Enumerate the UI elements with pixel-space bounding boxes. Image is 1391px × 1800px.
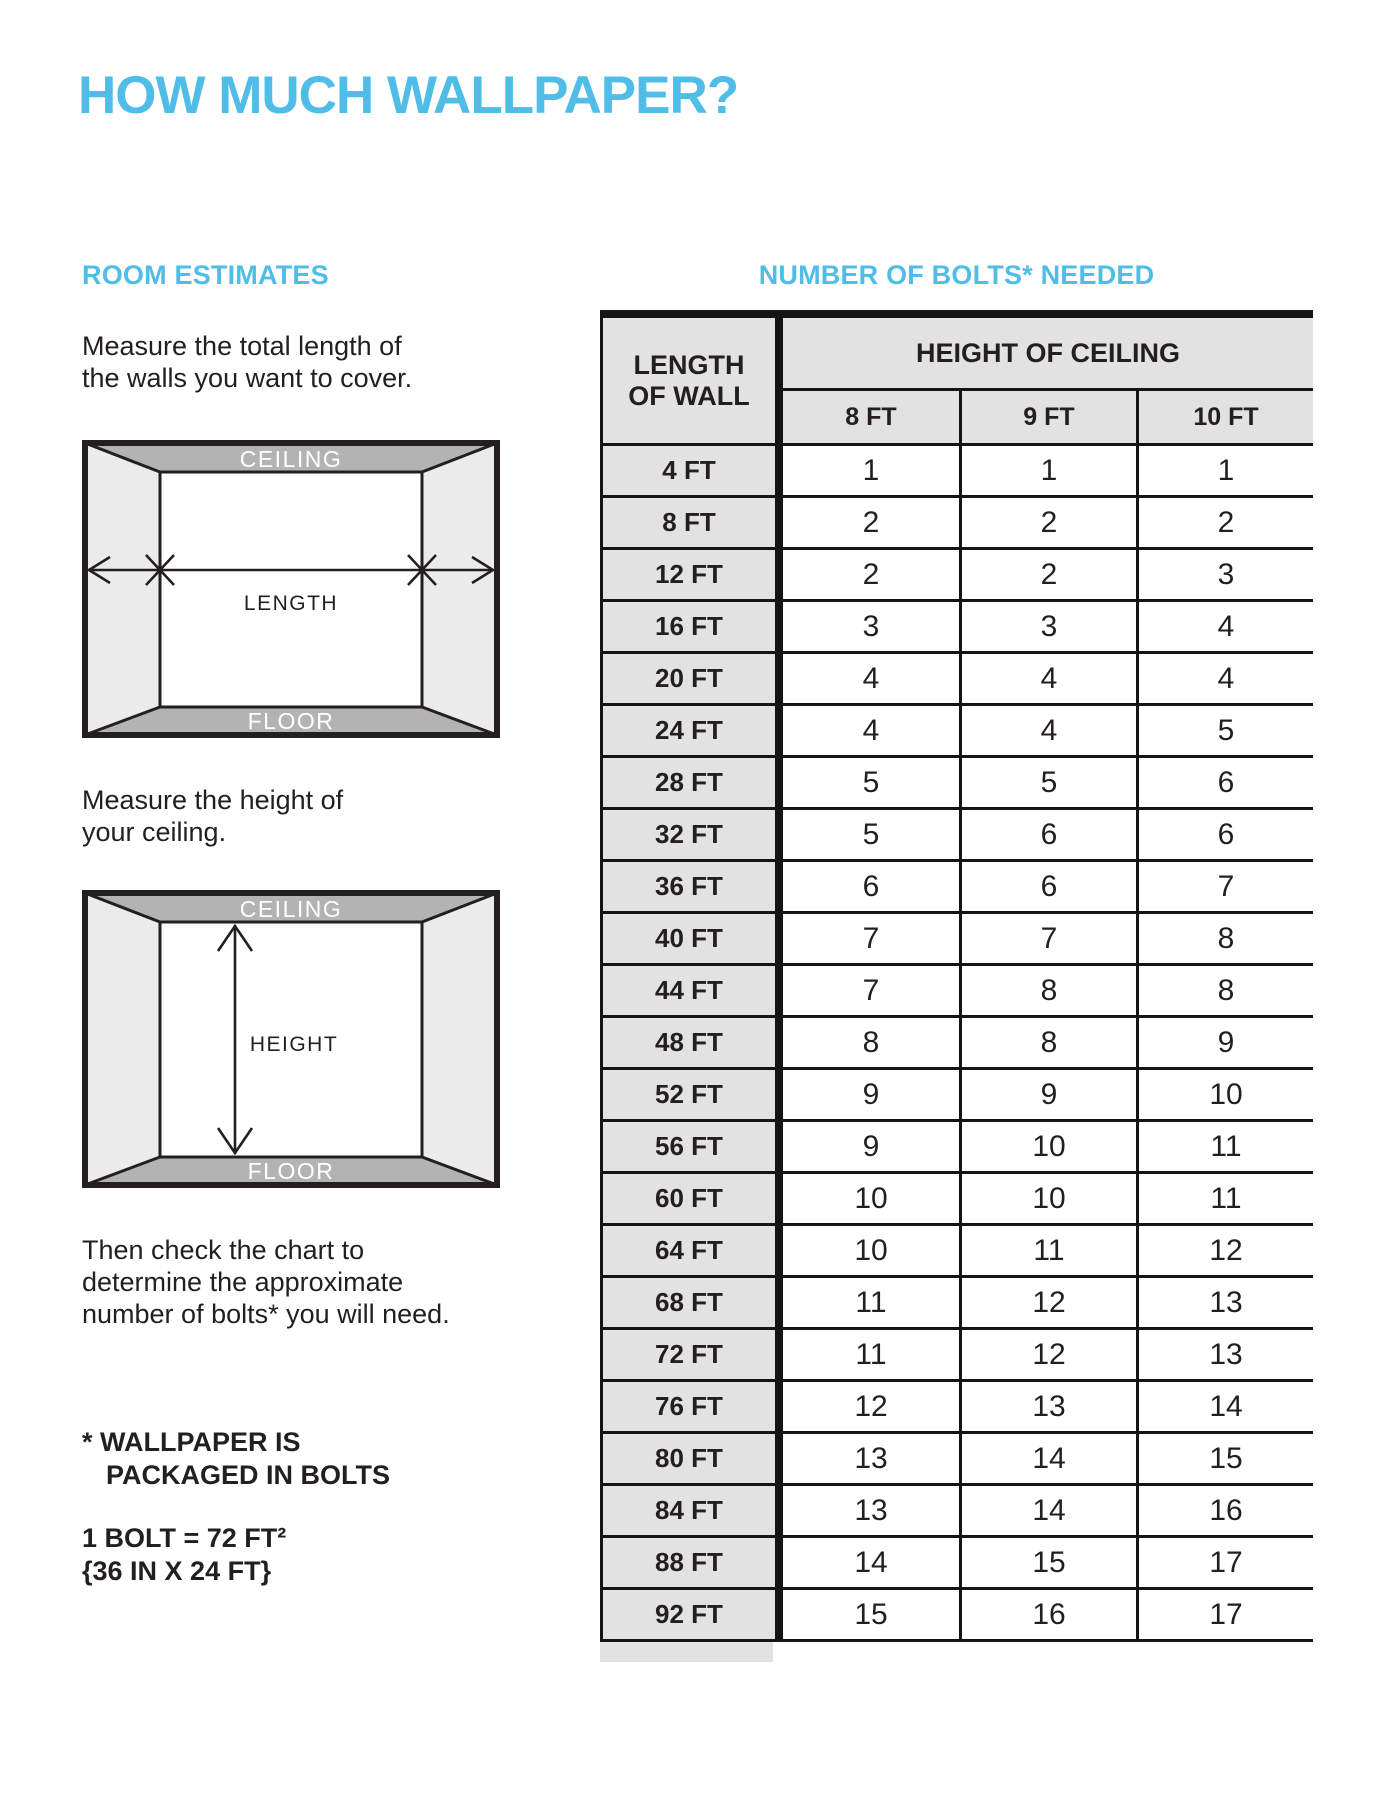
bolt-count-cell: 6: [1136, 810, 1313, 862]
back-wall: [160, 472, 422, 707]
bolt-count-cell: 4: [1136, 602, 1313, 654]
bolt-count-cell: 6: [959, 862, 1136, 914]
bolts-needed-heading: NUMBER OF BOLTS* NEEDED: [758, 260, 1155, 290]
bolt-count-cell: 5: [775, 758, 959, 810]
footnote-line: PACKAGED IN BOLTS: [106, 1460, 391, 1490]
left-wall-shape: [85, 443, 160, 735]
bolt-count-cell: 8: [959, 966, 1136, 1018]
bolt-count-cell: 3: [1136, 550, 1313, 602]
bolt-count-cell: 10: [1136, 1070, 1313, 1122]
bolt-count-cell: 10: [959, 1174, 1136, 1226]
paragraph-line: your ceiling.: [82, 817, 227, 847]
row-label-cell: 48 FT: [603, 1018, 775, 1070]
bolt-count-cell: 16: [1136, 1486, 1313, 1538]
bolt-count-cell: 14: [1136, 1382, 1313, 1434]
row-label-cell: 60 FT: [603, 1174, 775, 1226]
bolt-count-cell: 12: [959, 1330, 1136, 1382]
column-header-10ft: 10 FT: [1136, 391, 1313, 446]
room-length-diagram: [82, 440, 500, 738]
bolt-count-cell: 17: [1136, 1538, 1313, 1590]
bolt-count-cell: 4: [959, 654, 1136, 706]
bolt-count-cell: 11: [1136, 1174, 1313, 1226]
row-label-cell: 36 FT: [603, 862, 775, 914]
footnote-line: * WALLPAPER IS: [82, 1427, 301, 1457]
header-line: OF WALL: [628, 380, 750, 411]
bolt-count-cell: 8: [1136, 966, 1313, 1018]
bolt-count-cell: 2: [775, 498, 959, 550]
page-title: HOW MUCH WALLPAPER?: [78, 66, 739, 125]
ceiling-label: CEILING: [239, 896, 343, 922]
height-label: HEIGHT: [249, 1033, 339, 1056]
right-wall-shape: [422, 893, 497, 1185]
header-line: LENGTH: [633, 349, 745, 380]
row-label-cell: 92 FT: [603, 1590, 775, 1642]
bolt-count-cell: 11: [775, 1330, 959, 1382]
bolt-count-cell: 8: [775, 1018, 959, 1070]
bolt-count-cell: 7: [775, 966, 959, 1018]
bolt-count-cell: 1: [959, 446, 1136, 498]
bolt-count-cell: 2: [959, 550, 1136, 602]
bolt-count-cell: 7: [775, 914, 959, 966]
row-label-cell: 72 FT: [603, 1330, 775, 1382]
bolt-count-cell: 14: [775, 1538, 959, 1590]
bolt-note-line: {36 IN X 24 FT}: [82, 1556, 272, 1586]
bolt-count-cell: 5: [775, 810, 959, 862]
bolt-count-cell: 12: [959, 1278, 1136, 1330]
bolt-count-cell: 8: [959, 1018, 1136, 1070]
bolt-size-note: [82, 1522, 286, 1588]
bolt-count-cell: 1: [775, 446, 959, 498]
bolt-count-cell: 4: [775, 706, 959, 758]
bolt-count-cell: 6: [1136, 758, 1313, 810]
row-label-cell: 12 FT: [603, 550, 775, 602]
ceiling-label: CEILING: [239, 446, 343, 472]
bolt-count-cell: 9: [1136, 1018, 1313, 1070]
bolt-count-cell: 5: [959, 758, 1136, 810]
bolt-count-cell: 5: [1136, 706, 1313, 758]
paragraph-line: number of bolts* you will need.: [82, 1299, 450, 1329]
row-label-cell: 16 FT: [603, 602, 775, 654]
column-header-8ft: 8 FT: [775, 391, 959, 446]
row-label-cell: 20 FT: [603, 654, 775, 706]
bolt-note-line: 1 BOLT = 72 FT²: [82, 1523, 287, 1553]
paragraph-line: determine the approximate: [82, 1267, 404, 1297]
wallpaper-bolts-footnote: [82, 1426, 390, 1492]
length-of-wall-header: [603, 318, 775, 446]
bolt-count-cell: 11: [1136, 1122, 1313, 1174]
bolt-count-cell: 4: [1136, 654, 1313, 706]
bolt-count-cell: 13: [1136, 1330, 1313, 1382]
bolt-count-cell: 3: [775, 602, 959, 654]
row-label-cell: 76 FT: [603, 1382, 775, 1434]
row-label-cell: 52 FT: [603, 1070, 775, 1122]
row-label-cell: 68 FT: [603, 1278, 775, 1330]
bolt-count-cell: 13: [1136, 1278, 1313, 1330]
bolt-count-cell: 12: [1136, 1226, 1313, 1278]
height-of-ceiling-header: HEIGHT OF CEILING: [775, 318, 1313, 391]
bolt-count-cell: 6: [775, 862, 959, 914]
bolt-count-cell: 15: [1136, 1434, 1313, 1486]
row-label-cell: 44 FT: [603, 966, 775, 1018]
bolt-count-cell: 13: [775, 1434, 959, 1486]
floor-label: FLOOR: [247, 708, 335, 734]
bolt-count-cell: 15: [775, 1590, 959, 1642]
row-label-cell: 88 FT: [603, 1538, 775, 1590]
left-wall-shape: [85, 893, 160, 1185]
bolt-count-cell: 2: [775, 550, 959, 602]
row-label-cell: 80 FT: [603, 1434, 775, 1486]
bolt-count-cell: 11: [959, 1226, 1136, 1278]
bolt-count-cell: 14: [959, 1434, 1136, 1486]
row-label-cell: 84 FT: [603, 1486, 775, 1538]
room-estimates-heading: ROOM ESTIMATES: [82, 260, 329, 290]
row-label-cell: 64 FT: [603, 1226, 775, 1278]
right-wall-shape: [422, 443, 497, 735]
paragraph-line: the walls you want to cover.: [82, 363, 413, 393]
row-label-cell: 32 FT: [603, 810, 775, 862]
bolt-count-cell: 16: [959, 1590, 1136, 1642]
bolt-count-cell: 17: [1136, 1590, 1313, 1642]
bolt-count-cell: 9: [959, 1070, 1136, 1122]
paragraph-line: Measure the height of: [82, 785, 344, 815]
bolts-table: [600, 310, 1313, 1642]
paragraph-line: Measure the total length of: [82, 331, 402, 361]
bolt-count-cell: 10: [775, 1226, 959, 1278]
bolt-count-cell: 1: [1136, 446, 1313, 498]
row-label-cell: 8 FT: [603, 498, 775, 550]
row-label-cell: 24 FT: [603, 706, 775, 758]
bolt-count-cell: 15: [959, 1538, 1136, 1590]
bolt-count-cell: 6: [959, 810, 1136, 862]
bolt-count-cell: 4: [775, 654, 959, 706]
bolt-count-cell: 10: [959, 1122, 1136, 1174]
bolt-count-cell: 10: [775, 1174, 959, 1226]
bolt-count-cell: 9: [775, 1122, 959, 1174]
check-chart-paragraph: [82, 1234, 450, 1330]
bolt-count-cell: 13: [775, 1486, 959, 1538]
row-label-cell: 56 FT: [603, 1122, 775, 1174]
bolt-count-cell: 8: [1136, 914, 1313, 966]
room-height-diagram: [82, 890, 500, 1188]
floor-label: FLOOR: [247, 1158, 335, 1184]
bolt-count-cell: 12: [775, 1382, 959, 1434]
row-label-cell: 28 FT: [603, 758, 775, 810]
table-footer-gray-strip: [600, 1642, 773, 1662]
bolt-count-cell: 2: [1136, 498, 1313, 550]
bolt-count-cell: 4: [959, 706, 1136, 758]
bolt-count-cell: 2: [959, 498, 1136, 550]
bolt-count-cell: 7: [1136, 862, 1313, 914]
column-header-9ft: 9 FT: [959, 391, 1136, 446]
row-label-cell: 4 FT: [603, 446, 775, 498]
measure-height-paragraph: [82, 784, 343, 848]
bolt-count-cell: 13: [959, 1382, 1136, 1434]
length-label: LENGTH: [243, 592, 339, 615]
bolt-count-cell: 11: [775, 1278, 959, 1330]
paragraph-line: Then check the chart to: [82, 1235, 365, 1265]
row-label-cell: 40 FT: [603, 914, 775, 966]
bolt-count-cell: 7: [959, 914, 1136, 966]
bolt-count-cell: 3: [959, 602, 1136, 654]
bolt-count-cell: 14: [959, 1486, 1136, 1538]
measure-length-paragraph: [82, 330, 412, 394]
bolt-count-cell: 9: [775, 1070, 959, 1122]
